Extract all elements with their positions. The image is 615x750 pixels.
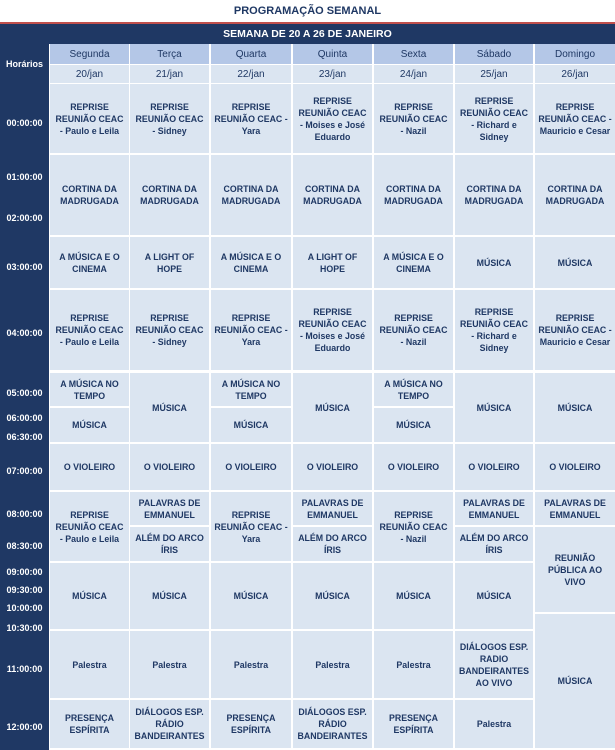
page-title: PROGRAMAÇÃO SEMANAL [0, 0, 615, 22]
day-date: 23/jan [293, 65, 372, 83]
time-label: 12:00:00 [6, 722, 43, 732]
day-date: 26/jan [535, 65, 615, 83]
program-cell: CORTINA DA MADRUGADA [293, 155, 372, 235]
program-cell: PRESENÇA ESPÍRITA [374, 700, 453, 748]
program-cell: Palestra [130, 631, 209, 698]
program-cell: CORTINA DA MADRUGADA [130, 155, 209, 235]
week-banner: SEMANA DE 20 A 26 DE JANEIRO [0, 24, 615, 44]
day-header: Sábado [455, 44, 533, 64]
program-cell: MÚSICA [374, 563, 453, 629]
program-cell: O VIOLEIRO [455, 444, 533, 490]
program-cell: DIÁLOGOS ESP. RADIO BANDEIRANTES AO VIVO [455, 631, 533, 698]
time-label: 10:30:00 [6, 623, 43, 633]
program-cell: PRESENÇA ESPÍRITA [50, 700, 129, 748]
time-label: 10:00:00 [6, 603, 43, 613]
time-label: 06:30:00 [6, 432, 43, 442]
day-date: 21/jan [130, 65, 209, 83]
program-cell: MÚSICA [455, 373, 533, 442]
program-cell: REUNIÃO PÚBLICA AO VIVO [535, 527, 615, 612]
program-cell: MÚSICA [535, 614, 615, 748]
day-date: 25/jan [455, 65, 533, 83]
program-cell: Palestra [211, 631, 291, 698]
program-cell: REPRISE REUNIÃO CEAC - Nazil [374, 290, 453, 370]
program-cell: PRESENÇA ESPÍRITA [211, 700, 291, 748]
time-label: 06:00:00 [6, 413, 43, 423]
program-cell: REPRISE REUNIÃO CEAC - Paulo e Leila [50, 84, 129, 153]
program-cell: REPRISE REUNIÃO CEAC - Richard e Sidney [455, 84, 533, 153]
program-cell: ALÉM DO ARCO ÍRIS [293, 527, 372, 561]
program-cell: REPRISE REUNIÃO CEAC - Moises e José Eduardo [293, 84, 372, 153]
program-cell: MÚSICA [50, 563, 129, 629]
program-cell: Palestra [50, 631, 129, 698]
program-cell: MÚSICA [211, 408, 291, 442]
program-cell: REPRISE REUNIÃO CEAC - Yara [211, 290, 291, 370]
program-cell: CORTINA DA MADRUGADA [211, 155, 291, 235]
program-cell: REPRISE REUNIÃO CEAC - Sidney [130, 84, 209, 153]
program-cell: O VIOLEIRO [50, 444, 129, 490]
program-cell: A LIGHT OF HOPE [293, 237, 372, 288]
program-cell: Palestra [374, 631, 453, 698]
day-date: 20/jan [50, 65, 129, 83]
program-cell: A MÚSICA NO TEMPO [50, 373, 129, 406]
day-header: Quinta [293, 44, 372, 64]
program-cell: A LIGHT OF HOPE [130, 237, 209, 288]
program-cell: O VIOLEIRO [535, 444, 615, 490]
program-cell: DIÁLOGOS ESP. RÁDIO BANDEIRANTES [293, 700, 372, 748]
program-cell: PALAVRAS DE EMMANUEL [130, 492, 209, 525]
time-label: 05:00:00 [6, 388, 43, 398]
program-cell: ALÉM DO ARCO ÍRIS [455, 527, 533, 561]
program-cell: O VIOLEIRO [211, 444, 291, 490]
program-cell: MÚSICA [535, 373, 615, 442]
time-label: 04:00:00 [6, 328, 43, 338]
program-cell: A MÚSICA E O CINEMA [50, 237, 129, 288]
time-label: 09:00:00 [6, 567, 43, 577]
program-cell: CORTINA DA MADRUGADA [535, 155, 615, 235]
program-cell: ALÉM DO ARCO ÍRIS [130, 527, 209, 561]
program-cell: O VIOLEIRO [374, 444, 453, 490]
time-label: 08:00:00 [6, 509, 43, 519]
program-cell: MÚSICA [455, 237, 533, 288]
program-cell: O VIOLEIRO [130, 444, 209, 490]
program-cell: PALAVRAS DE EMMANUEL [535, 492, 615, 525]
program-cell: REPRISE REUNIÃO CEAC - Moises e José Eduardo [293, 290, 372, 370]
program-cell: MÚSICA [535, 237, 615, 288]
program-cell: REPRISE REUNIÃO CEAC - Sidney [130, 290, 209, 370]
time-label: 02:00:00 [6, 213, 43, 223]
time-label: 08:30:00 [6, 541, 43, 551]
day-header: Domingo [535, 44, 615, 64]
program-cell: CORTINA DA MADRUGADA [455, 155, 533, 235]
program-cell: REPRISE REUNIÃO CEAC - Paulo e Leila [50, 290, 129, 370]
program-cell: MÚSICA [455, 563, 533, 629]
day-header: Terça [130, 44, 209, 64]
program-cell: CORTINA DA MADRUGADA [374, 155, 453, 235]
program-cell: A MÚSICA E O CINEMA [211, 237, 291, 288]
program-cell: A MÚSICA NO TEMPO [211, 373, 291, 406]
day-header: Sexta [374, 44, 453, 64]
day-header: Quarta [211, 44, 291, 64]
program-cell: MÚSICA [130, 563, 209, 629]
program-cell: REPRISE REUNIÃO CEAC - Mauricio e Cesar [535, 290, 615, 370]
time-label: 11:00:00 [6, 664, 43, 674]
time-label: 00:00:00 [6, 118, 43, 128]
time-label: 01:00:00 [6, 172, 43, 182]
program-cell: MÚSICA [50, 408, 129, 442]
time-label: 03:00:00 [6, 262, 43, 272]
day-date: 22/jan [211, 65, 291, 83]
program-cell: MÚSICA [293, 373, 372, 442]
day-date: 24/jan [374, 65, 453, 83]
program-cell: Palestra [293, 631, 372, 698]
program-cell: O VIOLEIRO [293, 444, 372, 490]
program-cell: REPRISE REUNIÃO CEAC - Yara [211, 84, 291, 153]
program-cell: Palestra [455, 700, 533, 748]
program-cell: A MÚSICA E O CINEMA [374, 237, 453, 288]
program-cell: MÚSICA [211, 563, 291, 629]
program-cell: REPRISE REUNIÃO CEAC - Nazil [374, 84, 453, 153]
program-cell: A MÚSICA NO TEMPO [374, 373, 453, 406]
program-cell: REPRISE REUNIÃO CEAC - Richard e Sidney [455, 290, 533, 370]
program-cell: REPRISE REUNIÃO CEAC - Nazil [374, 492, 453, 561]
program-cell: DIÁLOGOS ESP. RÁDIO BANDEIRANTES [130, 700, 209, 748]
program-cell: MÚSICA [374, 408, 453, 442]
sidebar-label: Horários [5, 59, 43, 69]
program-cell: REPRISE REUNIÃO CEAC - Paulo e Leila [50, 492, 129, 561]
program-cell: CORTINA DA MADRUGADA [50, 155, 129, 235]
program-cell: PALAVRAS DE EMMANUEL [455, 492, 533, 525]
program-cell: MÚSICA [130, 373, 209, 442]
day-header: Segunda [50, 44, 129, 64]
program-cell: REPRISE REUNIÃO CEAC - Yara [211, 492, 291, 561]
program-cell: MÚSICA [293, 563, 372, 629]
program-cell: PALAVRAS DE EMMANUEL [293, 492, 372, 525]
program-cell: REPRISE REUNIÃO CEAC - Mauricio e Cesar [535, 84, 615, 153]
time-label: 09:30:00 [6, 585, 43, 595]
time-label: 07:00:00 [6, 466, 43, 476]
